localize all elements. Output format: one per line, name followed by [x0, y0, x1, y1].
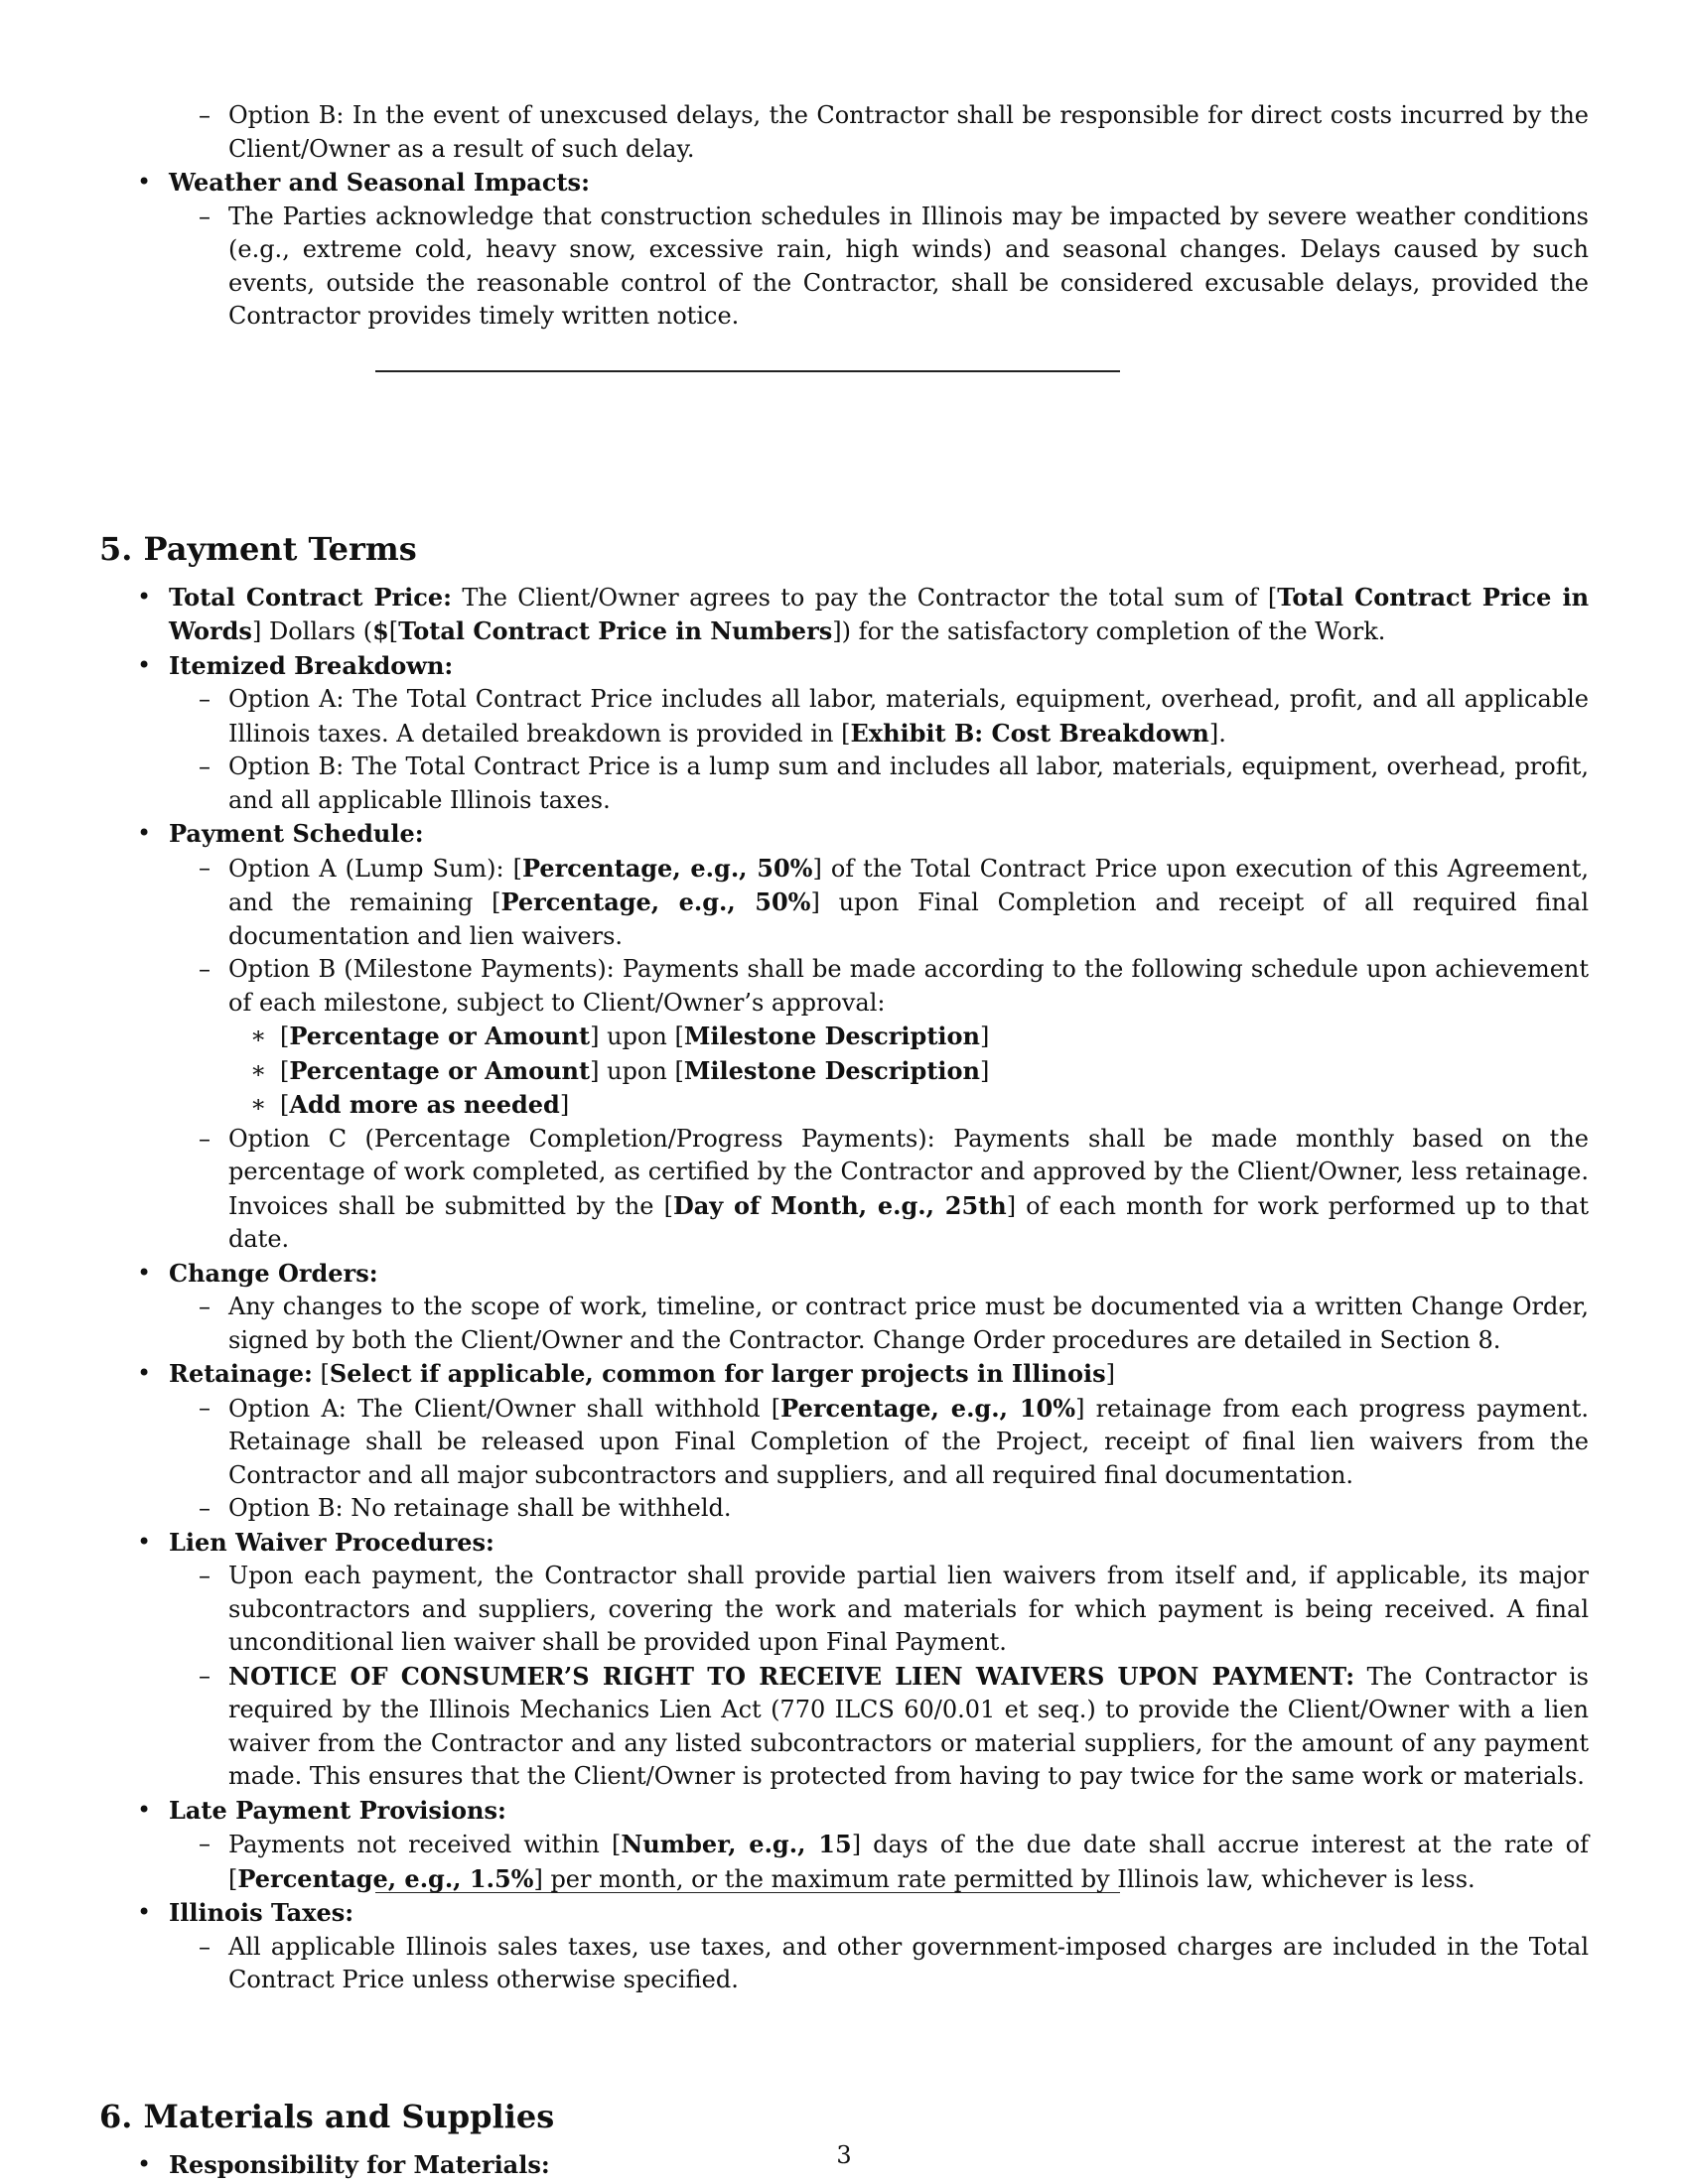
- retainage-item: • Retainage: [Select if applicable, common for larger projects in Illinois]: [99, 1357, 1589, 1392]
- itemized-option-b: – Option B: The Total Contract Price is a lump sum and includes all labor, materials, equipment, overhead, profit, and all applicable Illinois taxes.: [99, 751, 1589, 817]
- change-orders-item: • Change Orders:: [99, 1257, 1589, 1292]
- lien-waiver-text: – Upon each payment, the Contractor shall provide partial lien waivers from itself and, if applicable, its major subcontractors and suppliers, covering the work and materials for which payment is being received. A final unconditional lien waiver shall be provided upon Final Payment.: [99, 1560, 1589, 1660]
- payment-schedule-item: • Payment Schedule:: [99, 817, 1589, 852]
- milestone-add-more: ∗ [Add more as needed]: [99, 1088, 1589, 1123]
- retainage-option-b: – Option B: No retainage shall be withheld.: [99, 1492, 1589, 1526]
- itemized-breakdown-item: • Itemized Breakdown:: [99, 649, 1589, 684]
- late-payment-item: • Late Payment Provisions:: [99, 1794, 1589, 1829]
- illinois-taxes-item: • Illinois Taxes:: [99, 1896, 1589, 1931]
- document-page: [99, 99, 1589, 2182]
- change-orders-text: – Any changes to the scope of work, timeline, or contract price must be documented via a written Change Order, signed by both the Client/Owner and the Contractor. Change Order procedures are detailed in Section 8.: [99, 1291, 1589, 1357]
- itemized-option-a: – Option A: The Total Contract Price includes all labor, materials, equipment, overhead, profit, and all applicable Illinois taxes. A detailed breakdown is provided in [Exhibit B: Cost Breakdown].: [99, 683, 1589, 751]
- schedule-option-c: – Option C (Percentage Completion/Progress Payments): Payments shall be made monthly based on the percentage of work completed, as certified by the Contractor and approved by the Client/Owner, less retainage. Invoices shall be submitted by the [Day of Month, e.g., 25th] of each month for work performed up to that date.: [99, 1123, 1589, 1257]
- section-5-heading: 5. Payment Terms: [99, 529, 417, 568]
- lien-waiver-item: • Lien Waiver Procedures:: [99, 1526, 1589, 1561]
- total-contract-price-item: • Total Contract Price: The Client/Owner agrees to pay the Contractor the total sum of [Total Contract Price in Words] Dollars ($[Total Contract Price in Numbers]) for the satisfactory completion of the Work.: [99, 581, 1589, 649]
- milestone-item: ∗ [Percentage or Amount] upon [Milestone Description]: [99, 1054, 1589, 1089]
- section-divider: [375, 1892, 1120, 1893]
- section-divider: [375, 370, 1120, 372]
- delay-option-b: – Option B: In the event of unexcused delays, the Contractor shall be responsible for direct costs incurred by the Client/Owner as a result of such delay.: [99, 99, 1589, 166]
- retainage-option-a: – Option A: The Client/Owner shall withhold [Percentage, e.g., 10%] retainage from each progress payment. Retainage shall be released upon Final Completion of the Project, receipt of final lien waivers from the Contractor and all major subcontractors and suppliers, and all required final documentation.: [99, 1392, 1589, 1493]
- weather-text: – The Parties acknowledge that construction schedules in Illinois may be impacted by severe weather conditions (e.g., extreme cold, heavy snow, excessive rain, high winds) and seasonal changes. Delays caused by such events, outside the reasonable control of the Contractor, shall be considered excusable delays, provided the Contractor provides timely written notice.: [99, 201, 1589, 334]
- section-6-heading: 6. Materials and Supplies: [99, 2097, 555, 2135]
- materials-responsibility-item: • Responsibility for Materials:: [99, 2148, 1589, 2183]
- schedule-option-b: – Option B (Milestone Payments): Payments shall be made according to the following schedule upon achievement of each milestone, subject to Client/Owner’s approval:: [99, 953, 1589, 1020]
- weather-item: • Weather and Seasonal Impacts:: [99, 166, 1589, 201]
- lien-notice-text: – NOTICE OF CONSUMER’S RIGHT TO RECEIVE LIEN WAIVERS UPON PAYMENT: The Contractor is required by the Illinois Mechanics Lien Act (770 ILCS 60/0.01 et seq.) to provide the Client/Owner with a lien waiver from the Contractor and any listed subcontractors or material suppliers, for the amount of any payment made. This ensures that the Client/Owner is protected from having to pay twice for the same work or materials.: [99, 1660, 1589, 1794]
- late-payment-text: – Payments not received within [Number, e.g., 15] days of the due date shall accrue interest at the rate of [Percentage, e.g., 1.5%] per month, or the maximum rate permitted by Illinois law, whichever is less.: [99, 1828, 1589, 1896]
- milestone-item: ∗ [Percentage or Amount] upon [Milestone Description]: [99, 1020, 1589, 1054]
- schedule-option-a: – Option A (Lump Sum): [Percentage, e.g., 50%] of the Total Contract Price upon execution of this Agreement, and the remaining [Percentage, e.g., 50%] upon Final Completion and receipt of all required final documentation and lien waivers.: [99, 852, 1589, 954]
- page-number: 3: [836, 2141, 852, 2169]
- illinois-taxes-text: – All applicable Illinois sales taxes, use taxes, and other government-imposed charges are included in the Total Contract Price unless otherwise specified.: [99, 1931, 1589, 1997]
